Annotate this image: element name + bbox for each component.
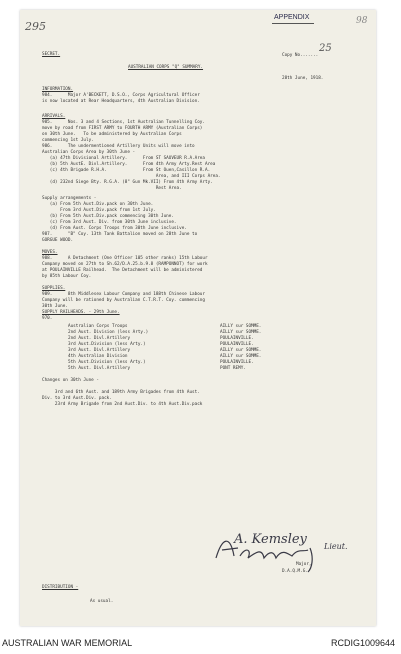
distribution-heading: DISTRIBUTION - xyxy=(42,585,79,590)
text-line: 986. The undermentioned Artillery Units will move into xyxy=(42,144,195,149)
text-line: is now located at Rear Headquarters, 4th Australian Division. xyxy=(42,99,200,104)
text-line: Rest Area. xyxy=(42,186,182,191)
text-line: commencing 1st July. xyxy=(42,138,94,143)
section-heading-supplies: SUPPLIES. xyxy=(42,286,66,291)
copy-number: Copy No....... xyxy=(282,53,319,58)
secret-label: SECRET. xyxy=(42,52,61,57)
railhead-unit: 5th Aust. Divl.Artillery xyxy=(68,366,131,371)
railhead-place: AILLY sur SOMME. xyxy=(220,354,262,359)
text-line: (d) From Aust. Corps Troops from 30th June inclusive. xyxy=(42,226,187,231)
text-line: 30th June. xyxy=(42,304,68,309)
document-title: AUSTRALIAN CORPS "Q" SUMMARY. xyxy=(128,65,204,70)
text-line: (b) From 5th Aust.Div.pack commencing 30th June. xyxy=(42,214,174,219)
text-line: (a) From 5th Aust.Div.pack on 30th June. xyxy=(42,202,154,207)
section-heading-changes: Changes on 30th June - xyxy=(42,378,99,383)
text-line: on 30th June. To be administered by Australian Corps xyxy=(42,132,182,137)
text-line: (c) 4th Brigade R.H.A. From St Ouen,Casillon R.A. xyxy=(42,168,211,173)
text-line: GORGUE WOOD. xyxy=(42,238,74,243)
section-heading-information: INFORMATION. xyxy=(42,87,74,92)
signature-appointment: D.A.Q.M.G. xyxy=(282,569,308,574)
text-line: Australian Corps Area by 30th June - xyxy=(42,150,136,155)
distribution-value: As usual. xyxy=(90,599,114,604)
margin-number-top-left: 295 xyxy=(25,20,46,33)
copy-number-value: 25 xyxy=(319,43,332,54)
footer-right: RCDIG1009644 xyxy=(330,638,395,648)
railhead-unit: Australian Corps Troops xyxy=(68,324,128,329)
document-page xyxy=(20,10,376,626)
text-line: (d) 232nd Siege Bty. R.G.A. (8" Gun Mk.VII) From 4th Army Arty. xyxy=(42,180,213,185)
railheads-number: 970. xyxy=(42,316,53,321)
railhead-unit: 5th Aust.Division (less Arty.) xyxy=(68,360,146,365)
text-line: From 3rd Aust.Div.pack from 1st July. xyxy=(42,208,156,213)
section-heading-arrivals: ARRIVALS. xyxy=(42,114,66,119)
railhead-place: AILLY sur SOMME. xyxy=(220,348,262,353)
railhead-unit: 3rd Aust.Division (less Arty.) xyxy=(68,342,146,347)
text-line: 985. Nos. 3 and 4 Sections, 1st Australian Tunnelling Coy. xyxy=(42,120,205,125)
section-heading-railheads: SUPPLY RAILHEADS. - 29th June. xyxy=(42,310,120,315)
text-line: 987. "B" Coy. 13th Tank Battalion moved on 28th June to xyxy=(42,232,198,237)
railhead-place: AILLY sur SOMME. xyxy=(220,324,262,329)
railhead-place: POULAINVILLE. xyxy=(220,342,254,347)
signature-handwriting: A. Kemsley xyxy=(234,532,307,547)
text-line: at POULAINVILLE Railhead. The Detachment will be administered xyxy=(42,268,203,273)
footer-left: AUSTRALIAN WAR MEMORIAL xyxy=(2,638,133,648)
text-line: 988. A Detachment (One Officer 105 other ranks) 15th Labour xyxy=(42,256,208,261)
text-line: move by road from FIRST ARMY to FOURTH ARMY (Australian Corps) xyxy=(42,126,203,131)
text-line: Company will be rationed by Australian C.T.R.T. Coy. commencing xyxy=(42,298,205,303)
text-line: by 85th Labour Coy. xyxy=(42,274,92,279)
document-date: 28th June, 1918. xyxy=(282,76,324,81)
text-line: (c) From 3rd Aust. Div. from 30th June inclusive. xyxy=(42,220,177,225)
text-line: Company moved on 27th to Sh.62/D.A.25.b.9.8 (RAMPONNOT) for work xyxy=(42,262,208,267)
text-line: 23rd Army Brigade from 2nd Aust.Div. to 4th Aust.Div.pack xyxy=(42,402,203,407)
text-line: (a) 47th Divisional Artillery. From ST SAUVEUR R.A.Area xyxy=(42,156,205,161)
text-line: 989. 8th Middlesex Labour Company and 188th Chinese Labour xyxy=(42,292,205,297)
signature-rank: Major, xyxy=(296,562,312,567)
signature-suffix: Lieut. xyxy=(324,542,348,551)
text-line: 3rd and 6th Aust. and 189th Army Brigades from 4th Aust. xyxy=(42,390,200,395)
railhead-place: PONT REMY. xyxy=(220,366,246,371)
appendix-label: APPENDIX xyxy=(274,14,310,21)
railhead-unit: 2nd Aust. Divl.Artillery xyxy=(68,336,131,341)
railhead-unit: 2nd Aust. Division (less Arty.) xyxy=(68,330,149,335)
railhead-place: POULAINVILLE. xyxy=(220,360,254,365)
railhead-unit: 4th Australian Division xyxy=(68,354,128,359)
text-line: Area, and III Corps Area. xyxy=(42,174,221,179)
railhead-place: AILLY sur SOMME. xyxy=(220,330,262,335)
appendix-underline xyxy=(272,23,314,24)
section-heading-moves: MOVES. xyxy=(42,250,58,255)
margin-number-top-right: 98 xyxy=(356,16,368,26)
section-heading-supply: Supply arrangements - xyxy=(42,196,97,201)
text-line: 984. Major A'BECKETT, D.S.O., Corps Agricultural Officer xyxy=(42,93,200,98)
railhead-unit: 3rd Aust. Divl.Artillery xyxy=(68,348,131,353)
text-line: Div. to 3rd Aust.Div. pack. xyxy=(42,396,112,401)
railhead-place: POULAINVILLE. xyxy=(220,336,254,341)
text-line: (b) 5th AustE. Divl.Artillery. From 4th Army Arty.Rest Area xyxy=(42,162,216,167)
